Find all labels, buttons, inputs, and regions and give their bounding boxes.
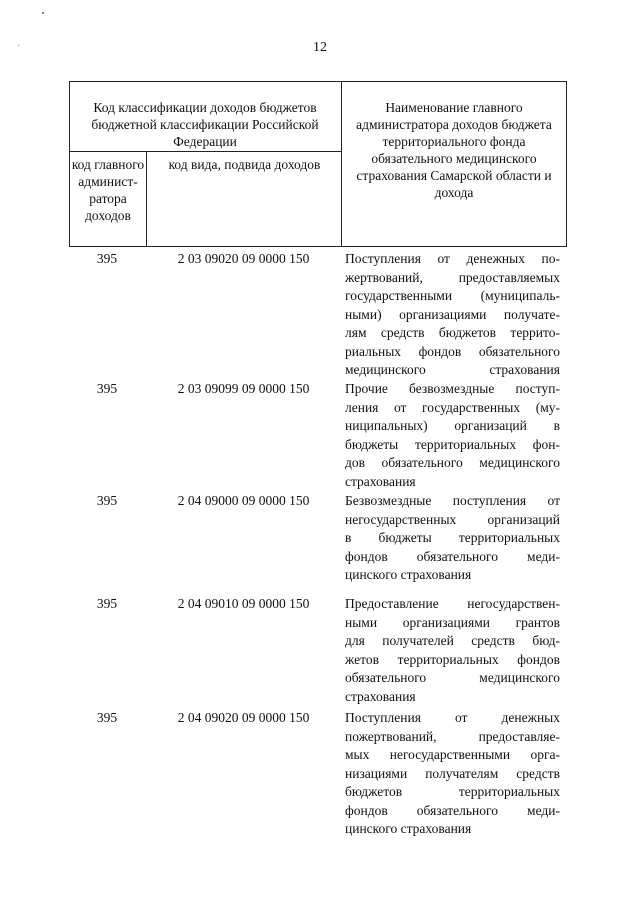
header-admin-code: код главного админист-ратора доходов	[71, 157, 145, 223]
row-4-name-line: для получателей средств бюд-	[345, 633, 560, 648]
row-3-admin-code: 395	[96, 493, 118, 508]
row-5-income-code: 2 04 09020 09 0000 150	[177, 710, 310, 725]
row-2-admin-code: 395	[96, 381, 118, 396]
row-5-name-line: фондов обязательного меди-	[345, 802, 560, 818]
row-5-name-line: цинского страхования	[345, 821, 472, 836]
row-4-name-line: страхования	[345, 688, 416, 704]
row-3-name-line: цинского страхования	[345, 567, 472, 582]
row-1-name-line: Поступления от денежных по-	[345, 251, 560, 266]
row-2-name-line: страхования	[345, 473, 416, 489]
row-3-name-line: негосударственных организаций	[345, 511, 560, 527]
row-5-name-line: мых негосударственными орга-	[345, 747, 560, 762]
row-4-name-line: обязательного медицинского	[345, 670, 560, 685]
row-1-admin-code: 395	[96, 251, 118, 266]
row-2-name-line: дов обязательного медицинского	[345, 455, 560, 470]
row-1-income-code: 2 03 09020 09 0000 150	[177, 251, 310, 266]
row-2-name-line: бюджеты территориальных фон-	[345, 436, 560, 452]
row-5-admin-code: 395	[96, 710, 118, 725]
row-4-name-line: жетов территориальных фондов	[345, 651, 560, 667]
row-1-name-line: государственными (муниципаль-	[345, 288, 560, 303]
header-income-code: код вида, подвида доходов	[168, 157, 321, 172]
row-1-name-line: жертвований, предоставляемых	[345, 269, 560, 285]
scan-speck	[42, 12, 44, 14]
row-4-name	[345, 595, 560, 706]
row-2-name-line: ниципальных) организаций в	[345, 418, 560, 433]
page-number: 12	[313, 40, 327, 55]
header-divider-group	[69, 151, 341, 152]
row-3-name-line: Безвозмездные поступления от	[345, 493, 560, 508]
header-divider-main	[341, 81, 342, 247]
row-1-name-line: лям средств бюджетов террито-	[345, 325, 560, 340]
row-2-name-line: ления от государственных (му-	[345, 399, 560, 415]
row-5-name-line: пожертвований, предоставляе-	[345, 728, 560, 744]
row-2-name	[345, 380, 560, 491]
scan-speck	[18, 45, 19, 46]
row-3-name-line: фондов обязательного меди-	[345, 548, 560, 564]
header-group-title: Код классификации доходов бюджетов бюджетной классификации Российской Федерации	[91, 100, 319, 149]
row-3-name-line: в бюджеты территориальных	[345, 530, 560, 545]
row-4-name-line: ными организациями грантов	[345, 614, 560, 630]
row-3-income-code: 2 04 09000 09 0000 150	[177, 493, 310, 508]
row-4-income-code: 2 04 09010 09 0000 150	[177, 596, 310, 611]
row-5-name	[345, 709, 560, 839]
row-1-name-line: медицинского страхования	[345, 362, 560, 377]
header-name: Наименование главного администратора доходов бюджета территориального фонда обязательного медицинского страхования Самарской области и дохода	[356, 100, 552, 200]
header-divider-codes	[146, 151, 147, 247]
row-5-name-line: бюджетов территориальных	[345, 784, 560, 799]
row-3-name	[345, 492, 560, 585]
row-5-name-line: низациями получателям средств	[345, 765, 560, 781]
row-1-name	[345, 250, 560, 380]
row-2-name-line: Прочие безвозмездные поступ-	[345, 381, 560, 396]
row-5-name-line: Поступления от денежных	[345, 710, 560, 725]
row-2-income-code: 2 03 09099 09 0000 150	[177, 381, 310, 396]
row-1-name-line: ными) организациями получате-	[345, 306, 560, 322]
row-4-name-line: Предоставление негосударствен-	[345, 596, 560, 611]
row-1-name-line: риальных фондов обязательного	[345, 343, 560, 359]
row-4-admin-code: 395	[96, 596, 118, 611]
